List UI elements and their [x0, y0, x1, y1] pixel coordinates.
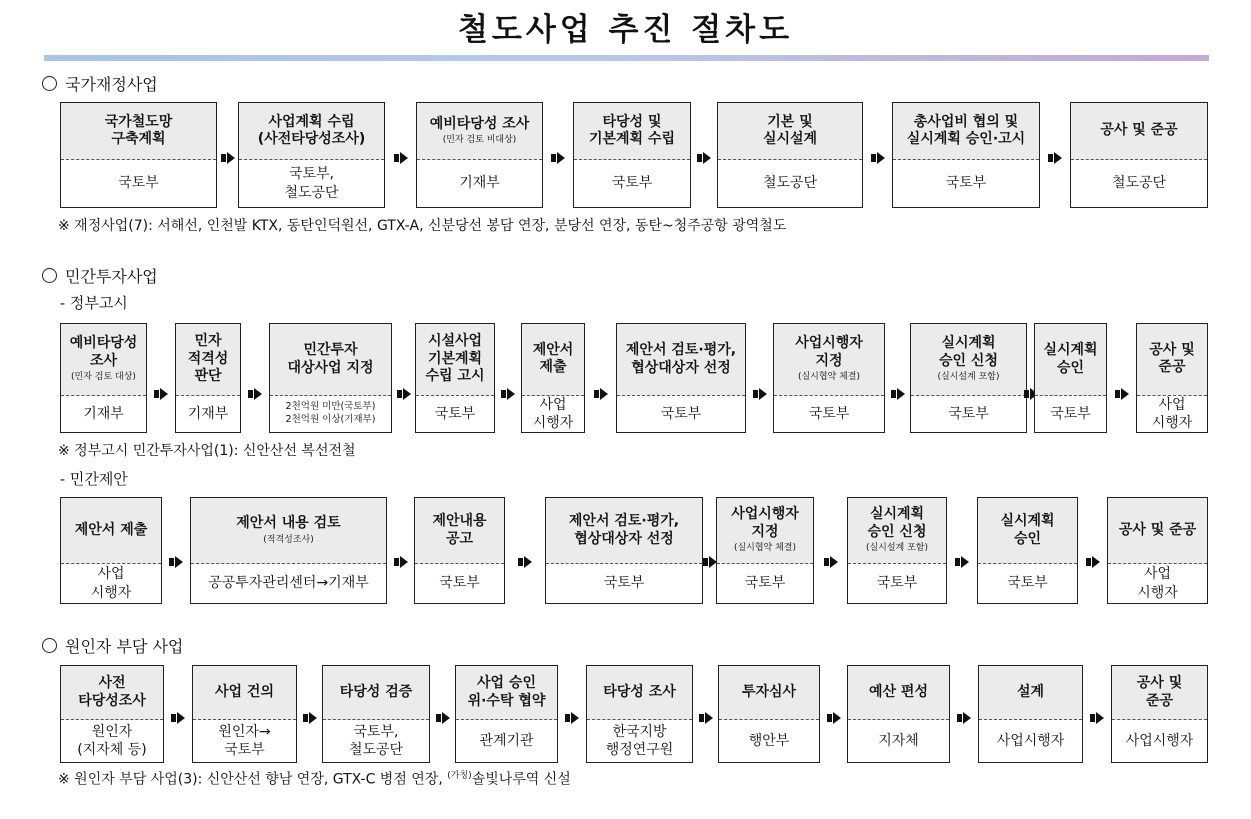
step-agency-line: 시행자	[1137, 584, 1178, 601]
step-title-line: 사업시행자	[731, 506, 799, 523]
note-national: ※ 재정사업(7): 서해선, 인천발 KTX, 동탄인덕원선, GTX-A, 신분당선 봉담 연장, 분당선 연장, 동탄~청주공항 광역철도	[58, 218, 787, 234]
step-agency-line: 사업	[1158, 396, 1186, 413]
step-title-line: 제안서 제출	[74, 521, 148, 538]
step-title-line: 조사	[89, 352, 118, 369]
step-title	[270, 324, 391, 396]
process-step-box	[521, 323, 585, 433]
flow-arrow-icon	[955, 555, 969, 569]
step-agency	[415, 564, 504, 603]
section-heading-private	[42, 264, 158, 287]
step-agency-line: 국토부	[744, 575, 786, 592]
step-title	[848, 498, 946, 564]
circle-bullet-icon	[42, 76, 57, 91]
flow-arrow-icon	[1048, 151, 1062, 165]
process-step-box	[716, 497, 814, 604]
step-title	[415, 498, 504, 564]
note-cause	[58, 768, 571, 789]
step-title	[1112, 666, 1207, 720]
flow-arrow-icon	[248, 387, 262, 401]
step-agency	[1071, 160, 1207, 207]
step-title	[574, 103, 690, 160]
step-title-note: (실시협약 체결)	[733, 543, 797, 554]
step-title-line: 공고	[445, 530, 474, 547]
step-agency-line: 사업시행자	[1125, 732, 1194, 749]
step-agency	[239, 160, 384, 207]
step-title	[546, 498, 702, 564]
flow-arrow-icon	[221, 151, 235, 165]
step-agency-line: 2천억원 이상(기재부)	[285, 414, 376, 425]
process-step-box	[1107, 497, 1208, 604]
process-step-box	[977, 497, 1078, 604]
step-agency-line: 국토부	[434, 405, 476, 422]
step-agency-line: 행안부	[748, 732, 790, 749]
step-title-note: (실시협약 체결)	[797, 372, 861, 383]
step-title	[893, 103, 1039, 160]
step-agency	[323, 720, 429, 762]
step-agency	[61, 720, 163, 762]
flow-arrow-icon	[1090, 711, 1104, 725]
step-title	[718, 103, 862, 160]
step-title-note: (민자 검토 대상)	[71, 372, 136, 383]
step-agency	[774, 396, 884, 432]
step-agency	[61, 564, 161, 603]
flow-arrow-icon	[394, 151, 408, 165]
section-heading-cause	[42, 634, 183, 657]
process-step-box	[573, 102, 691, 208]
step-agency-line: 시행자	[90, 584, 132, 601]
step-title-line: 제안서 검토·평가,	[625, 342, 737, 358]
step-title-line: 예산 편성	[869, 683, 928, 700]
section-heading-text: 민간투자사업	[65, 267, 158, 286]
step-agency	[574, 160, 690, 207]
step-title	[911, 324, 1026, 396]
process-step-box	[847, 497, 947, 604]
step-title-line: 협상대상자 선정	[631, 359, 731, 376]
step-agency	[1112, 720, 1207, 762]
step-agency	[522, 396, 584, 432]
step-title	[417, 103, 542, 160]
step-agency-line: 지자체	[878, 732, 919, 749]
step-agency-line: 시행자	[532, 414, 574, 431]
section-heading-national	[42, 72, 158, 95]
step-title-line: 공사 및 준공	[1100, 122, 1178, 139]
step-title	[1071, 103, 1207, 160]
step-title	[719, 666, 819, 720]
step-title-line: 대상사업 지정	[287, 359, 374, 376]
process-step-box	[190, 497, 387, 604]
step-agency	[193, 720, 296, 762]
step-agency-line: 철도공단	[1111, 175, 1167, 192]
process-step-box	[60, 497, 162, 604]
step-title	[61, 324, 146, 396]
step-agency-line: 국토부	[876, 575, 918, 592]
step-title-line: 사업시행자	[795, 335, 863, 352]
flow-arrow-icon	[1115, 387, 1129, 401]
step-agency-line: 기재부	[83, 405, 124, 422]
step-agency-line: 국토부	[948, 405, 989, 422]
step-agency-line: 철도공단	[762, 175, 818, 192]
step-title-line: 예비타당성	[69, 335, 138, 352]
flow-arrow-icon	[501, 387, 515, 401]
flow-arrow-icon	[871, 151, 885, 165]
flow-arrow-icon	[397, 387, 411, 401]
step-title-line: 사업계획 수립	[268, 113, 355, 130]
step-title-line: 실시계획	[1000, 513, 1055, 529]
step-agency-line: 행정연구원	[605, 742, 674, 758]
process-step-box	[60, 323, 147, 433]
flow-arrow-icon	[394, 555, 408, 569]
step-title-line: 준공	[1158, 359, 1186, 376]
step-agency	[848, 720, 949, 762]
step-title-line: 협상대상자 선정	[574, 530, 674, 547]
step-title-line: 공사 및 준공	[1118, 521, 1197, 538]
process-step-box	[847, 665, 950, 763]
step-agency-line: 기재부	[187, 405, 229, 422]
flow-arrow-icon	[957, 711, 971, 725]
step-title	[774, 324, 884, 396]
step-agency	[979, 720, 1082, 762]
step-agency	[587, 720, 692, 762]
flow-arrow-icon	[154, 387, 168, 401]
process-step-box	[238, 102, 385, 208]
note-cause-text: ※ 원인자 부담 사업(3): 신안산선 향남 연장, GTX-C 병점 연장,	[58, 771, 448, 788]
step-agency	[719, 720, 819, 762]
flow-arrow-icon	[827, 711, 841, 725]
flow-arrow-icon	[594, 387, 608, 401]
flow-arrow-icon	[436, 711, 450, 725]
flow-arrow-icon	[891, 387, 905, 401]
note-cause-tail: 솔빛나루역 신설	[471, 771, 571, 788]
flow-arrow-icon	[1086, 555, 1100, 569]
step-title-line: 제안내용	[432, 513, 487, 529]
step-title	[61, 666, 163, 720]
step-agency	[176, 396, 240, 432]
process-step-box	[586, 665, 693, 763]
step-title	[61, 103, 216, 160]
process-step-box	[60, 665, 164, 763]
flow-arrow-icon	[169, 555, 183, 569]
step-title	[978, 498, 1077, 564]
step-agency	[911, 396, 1026, 432]
step-title	[522, 324, 584, 396]
step-agency-line: 국토부,	[353, 723, 399, 740]
step-title-note: (민자 검토 비대상)	[442, 135, 517, 146]
step-title-line: 타당성 조사	[603, 683, 676, 700]
step-agency	[416, 396, 494, 432]
flow-arrow-icon	[303, 711, 317, 725]
step-agency-line: 국토부	[945, 175, 987, 192]
process-step-box	[60, 102, 217, 208]
step-title-line: 공사 및	[1149, 341, 1195, 358]
step-title-line: 실시계획	[941, 335, 996, 352]
step-agency-line: 사업	[539, 396, 567, 413]
process-step-box	[616, 323, 746, 433]
step-title	[1108, 498, 1207, 564]
step-title-line: 타당성 및	[602, 113, 662, 130]
process-step-box	[416, 102, 543, 208]
step-title-note: (적격성조사)	[263, 534, 314, 545]
step-agency-line: 국토부	[603, 575, 645, 592]
step-title-line: 제안서	[532, 341, 574, 358]
step-title	[1137, 324, 1207, 396]
step-title-line: 기본계획 수립	[588, 131, 676, 147]
step-title-note: (실시설계 포함)	[865, 543, 929, 554]
step-title-line: 투자심사	[741, 683, 797, 700]
step-title-line: 사전	[98, 675, 126, 691]
step-agency-line: 철도공단	[348, 742, 404, 758]
step-title	[587, 666, 692, 720]
step-title-line: 예비타당성 조사	[429, 115, 530, 132]
step-agency-line: 사업	[1143, 566, 1172, 583]
circle-bullet-icon	[42, 268, 57, 283]
step-agency	[61, 160, 216, 207]
step-agency-line: 원인자	[91, 723, 133, 740]
step-agency-line: 2천억원 미만(국토부)	[285, 401, 376, 413]
process-step-box	[1111, 665, 1208, 763]
step-title-line: 설계	[1016, 683, 1045, 700]
step-title	[979, 666, 1082, 720]
step-title-line: 지정	[751, 523, 779, 540]
process-step-box	[175, 323, 241, 433]
step-title-line: 준공	[1145, 692, 1174, 709]
step-title-line: 총사업비 협의 및	[913, 113, 1019, 130]
step-agency	[978, 564, 1077, 603]
step-agency-line: 국토부	[808, 405, 850, 422]
step-agency-line: 공공투자관리센터→기재부	[208, 575, 369, 592]
step-title-line: (사전타당성조사)	[257, 131, 366, 147]
step-title-line: 적격성	[187, 350, 229, 367]
step-title-line: 공사 및	[1136, 675, 1183, 691]
process-step-box	[978, 665, 1083, 763]
step-title-line: 민간투자	[303, 342, 358, 358]
section-heading-text: 국가재정사업	[65, 75, 158, 94]
flow-arrow-icon	[753, 387, 767, 401]
step-title-line: 실시계획	[1043, 342, 1098, 358]
process-step-box	[910, 323, 1027, 433]
step-title-note: (실시설계 포함)	[937, 372, 1000, 383]
step-title	[323, 666, 429, 720]
step-title-line: 구축계획	[111, 131, 166, 147]
step-title-line: 지정	[815, 352, 843, 369]
flow-arrow-icon	[703, 555, 717, 569]
step-title	[848, 666, 949, 720]
flow-arrow-icon	[518, 555, 532, 569]
process-step-box	[1136, 323, 1208, 433]
step-title-line: 타당성 검증	[339, 683, 413, 700]
step-agency-line: 국토부	[660, 405, 702, 422]
note-cause-sup: (가칭)	[447, 771, 472, 781]
step-agency	[417, 160, 542, 207]
process-step-box	[717, 102, 863, 208]
step-title-line: 승인	[1013, 530, 1042, 547]
step-title	[717, 498, 813, 564]
step-title-line: 사업 건의	[215, 683, 274, 700]
step-title-line: 제출	[539, 359, 567, 376]
step-agency-line: 국토부	[611, 175, 653, 192]
process-step-box	[718, 665, 820, 763]
subheading-gov-notice: - 정부고시	[60, 294, 128, 312]
step-title-line: 실시설계	[762, 131, 818, 147]
step-agency	[1137, 396, 1207, 432]
process-step-box	[192, 665, 297, 763]
circle-bullet-icon	[42, 638, 57, 653]
step-agency	[546, 564, 702, 603]
step-agency-line: 시행자	[1151, 414, 1193, 431]
flow-arrow-icon	[699, 711, 713, 725]
step-agency-line: 철도공단	[284, 184, 339, 201]
step-agency-line: 국토부	[224, 742, 265, 758]
step-title	[1035, 324, 1106, 396]
step-title	[416, 324, 494, 396]
process-step-box	[1034, 323, 1107, 433]
process-step-box	[414, 497, 505, 604]
page-title: 철도사업 추진 절차도	[457, 12, 794, 48]
step-agency	[617, 396, 745, 432]
step-agency-line: 기재부	[459, 175, 500, 192]
process-step-box	[545, 497, 703, 604]
step-agency	[848, 564, 946, 603]
title-underline	[44, 55, 1209, 61]
step-title-line: 실시계획 승인·고시	[906, 131, 1026, 147]
step-title-line: 수립 고시	[425, 368, 485, 385]
process-step-box	[773, 323, 885, 433]
process-step-box	[455, 665, 558, 763]
step-agency	[1108, 564, 1207, 603]
step-agency-line: 국토부	[1050, 405, 1091, 422]
step-title-line: 민자	[194, 333, 222, 350]
flow-arrow-icon	[824, 555, 838, 569]
step-title-line: 승인 신청	[939, 352, 998, 369]
step-title	[193, 666, 296, 720]
step-agency-line: 한국지방	[612, 723, 667, 740]
step-title-line: 타당성조사	[78, 692, 146, 709]
section-heading-text: 원인자 부담 사업	[65, 637, 184, 656]
step-agency-line: 국토부	[118, 175, 159, 192]
step-title-line: 국가철도망	[104, 113, 173, 130]
step-agency	[718, 160, 862, 207]
step-agency	[717, 564, 813, 603]
step-title-line: 기본 및	[767, 113, 813, 130]
step-agency	[1035, 396, 1106, 432]
note-gov-notice: ※ 정부고시 민간투자사업(1): 신안산선 복선전철	[58, 443, 356, 459]
step-agency-line: 국토부	[1007, 575, 1048, 592]
step-title-line: 사업 승인	[477, 675, 536, 691]
step-agency	[456, 720, 557, 762]
process-step-box	[415, 323, 495, 433]
step-title-line: 판단	[194, 368, 222, 385]
step-title	[176, 324, 240, 396]
step-title	[239, 103, 384, 160]
step-agency-line: 국토부,	[288, 166, 335, 183]
step-title	[456, 666, 557, 720]
step-agency	[270, 396, 391, 432]
process-step-box	[1070, 102, 1208, 208]
step-title-line: 기본계획	[427, 350, 483, 367]
flow-arrow-icon	[171, 711, 185, 725]
step-agency-line: (지자체 등)	[77, 742, 147, 758]
step-title-line: 시설사업	[427, 333, 483, 350]
process-step-box	[269, 323, 392, 433]
step-agency-line: 국토부	[439, 575, 480, 592]
step-agency-line: 원인자→	[218, 723, 271, 740]
step-title-line: 제안서 검토·평가,	[568, 513, 680, 529]
step-agency-line: 사업시행자	[996, 732, 1065, 749]
flow-arrow-icon	[551, 151, 565, 165]
step-agency	[61, 396, 146, 432]
step-title	[617, 324, 745, 396]
step-title	[191, 498, 386, 564]
step-title-line: 위·수탁 협약	[467, 692, 546, 709]
subheading-private-proposal: - 민간제안	[60, 470, 128, 488]
step-title-line: 승인 신청	[867, 523, 927, 540]
process-step-box	[322, 665, 430, 763]
flow-arrow-icon	[697, 151, 711, 165]
step-agency	[893, 160, 1039, 207]
step-agency	[191, 564, 386, 603]
process-step-box	[892, 102, 1040, 208]
step-title-line: 실시계획	[869, 506, 925, 523]
step-title-line: 승인	[1056, 359, 1085, 376]
step-title-line: 제안서 내용 검토	[236, 515, 341, 532]
step-agency-line: 사업	[97, 566, 125, 583]
step-agency-line: 관계기관	[479, 732, 534, 749]
flow-arrow-icon	[565, 711, 579, 725]
step-title	[61, 498, 161, 564]
